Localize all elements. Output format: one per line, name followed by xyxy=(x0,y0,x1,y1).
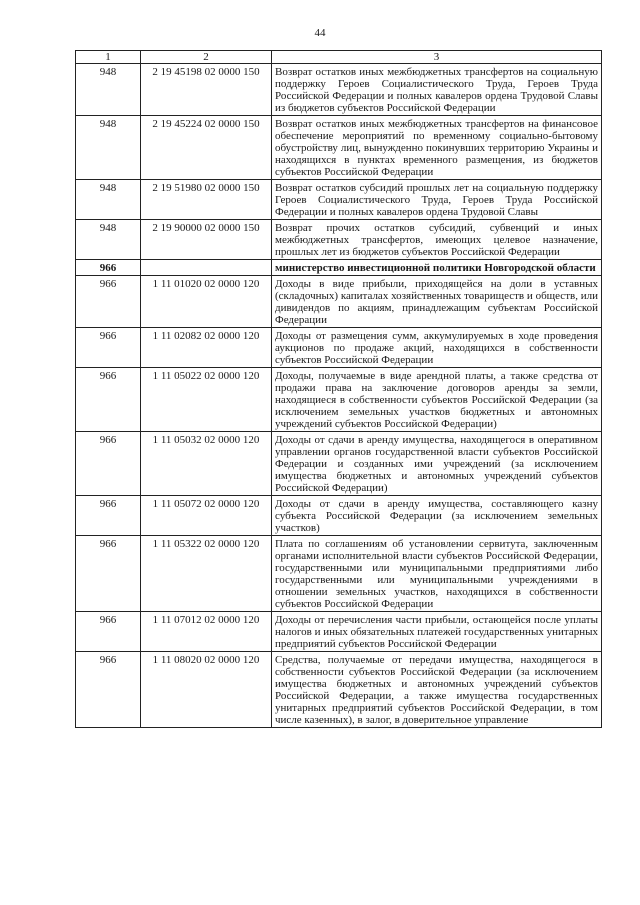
revenue-code-cell: 1 11 01020 02 0000 120 xyxy=(141,276,272,328)
revenue-description-cell: Возврат прочих остатков субсидий, субвенций и иных межбюджетных трансфертов, имеющих целевое назначение, прошлых лет из бюджетов субъектов Российской Федерации xyxy=(272,220,602,260)
table-row xyxy=(76,496,602,536)
revenue-description-cell: Доходы от перечисления части прибыли, остающейся после уплаты налогов и иных обязательных платежей государственных унитарных предприятий субъектов Российской Федерации xyxy=(272,612,602,652)
revenue-description-cell: Возврат остатков иных межбюджетных трансфертов на социальную поддержку Героев Социалистического Труда, Героев Труда Российской Федерации и полных кавалеров ордена Трудовой Славы из бюджетов субъектов Российской Федерации xyxy=(272,64,602,116)
revenue-description-cell: Доходы в виде прибыли, приходящейся на доли в уставных (складочных) капиталах хозяйственных товариществ и обществ, или дивидендов по акциям, принадлежащим субъектам Российской Федерации xyxy=(272,276,602,328)
table-row xyxy=(76,652,602,728)
revenue-code-cell: 1 11 08020 02 0000 120 xyxy=(141,652,272,728)
revenue-code-cell: 1 11 05322 02 0000 120 xyxy=(141,536,272,612)
admin-code-cell: 966 xyxy=(76,536,141,612)
revenue-code-cell: 1 11 05032 02 0000 120 xyxy=(141,432,272,496)
column-header-2: 2 xyxy=(141,51,272,64)
revenue-description-cell: Возврат остатков иных межбюджетных трансфертов на финансовое обеспечение мероприятий по временному социально-бытовому обустройству лиц, вынужденно покинувших территорию Украины и находящихся в пунктах временного размещения, из бюджетов субъектов Российской Федерации xyxy=(272,116,602,180)
admin-code-cell: 966 xyxy=(76,496,141,536)
revenue-description-cell: Возврат остатков субсидий прошлых лет на социальную поддержку Героев Социалистического Труда, Героев Труда Российской Федерации и полных кавалеров ордена Трудовой Славы xyxy=(272,180,602,220)
admin-code-cell: 948 xyxy=(76,116,141,180)
revenue-code-cell: 2 19 45224 02 0000 150 xyxy=(141,116,272,180)
table-row xyxy=(76,276,602,328)
revenue-description-cell: Плата по соглашениям об установлении сервитута, заключенным органами исполнительной власти субъектов Российской Федерации, государственными или муниципальными предприятиями либо государственными или муниципальными учреждениями в отношении земельных участков, находящихся в собственности субъектов Российской Федерации xyxy=(272,536,602,612)
revenue-description-cell: Доходы от размещения сумм, аккумулируемых в ходе проведения аукционов по продаже акций, находящихся в собственности субъектов Российской Федерации xyxy=(272,328,602,368)
revenue-code-cell: 1 11 07012 02 0000 120 xyxy=(141,612,272,652)
page-number: 44 xyxy=(314,27,326,39)
revenue-description-cell: Доходы, получаемые в виде арендной платы, а также средства от продажи права на заключение договоров аренды за земли, находящиеся в собственности субъектов Российской Федерации (за исключением земельных участков бюджетных и автономных учреждений субъектов Российской Федерации) xyxy=(272,368,602,432)
admin-code-cell: 966 xyxy=(76,652,141,728)
admin-code-cell: 948 xyxy=(76,180,141,220)
admin-code-cell: 966 xyxy=(76,368,141,432)
revenue-description-cell: Доходы от сдачи в аренду имущества, находящегося в оперативном управлении органов государственной власти субъектов Российской Федерации и созданных ими учреждений (за исключением имущества бюджетных и автономных учреждений субъектов Российской Федерации) xyxy=(272,432,602,496)
admin-code-cell: 966 xyxy=(76,612,141,652)
admin-code-cell: 966 xyxy=(76,432,141,496)
revenue-code-cell: 1 11 02082 02 0000 120 xyxy=(141,328,272,368)
revenue-code-cell: 1 11 05022 02 0000 120 xyxy=(141,368,272,432)
table-row xyxy=(76,64,602,116)
revenue-description-cell: Доходы от сдачи в аренду имущества, составляющего казну субъекта Российской Федерации (за исключением земельных участков) xyxy=(272,496,602,536)
admin-code-cell: 948 xyxy=(76,64,141,116)
admin-code-cell: 948 xyxy=(76,220,141,260)
table-row xyxy=(76,180,602,220)
table-row xyxy=(76,220,602,260)
revenue-code-cell: 2 19 45198 02 0000 150 xyxy=(141,64,272,116)
revenue-code-cell: 1 11 05072 02 0000 120 xyxy=(141,496,272,536)
column-header-3: 3 xyxy=(272,51,602,64)
table-header-row xyxy=(76,51,602,64)
table-row xyxy=(76,612,602,652)
revenue-code-cell xyxy=(141,260,272,276)
revenue-description-cell: Средства, получаемые от передачи имущества, находящегося в собственности субъектов Российской Федерации (за исключением имущества бюджетных и автономных учреждений субъектов Российской Федерации, а также имущества государственных унитарных предприятий субъектов Российской Федерации, в том числе казенных), в залог, в доверительное управление xyxy=(272,652,602,728)
column-header-1: 1 xyxy=(76,51,141,64)
table-row xyxy=(76,432,602,496)
revenue-code-cell: 2 19 90000 02 0000 150 xyxy=(141,220,272,260)
admin-code-cell: 966 xyxy=(76,276,141,328)
table-row xyxy=(76,536,602,612)
section-header-row xyxy=(76,260,602,276)
admin-code-cell: 966 xyxy=(76,260,141,276)
table-row xyxy=(76,116,602,180)
revenue-code-cell: 2 19 51980 02 0000 150 xyxy=(141,180,272,220)
revenue-classification-table xyxy=(75,50,602,728)
table-row xyxy=(76,368,602,432)
table-row xyxy=(76,328,602,368)
ministry-name-cell: министерство инвестиционной политики Новгородской области xyxy=(272,260,602,276)
admin-code-cell: 966 xyxy=(76,328,141,368)
